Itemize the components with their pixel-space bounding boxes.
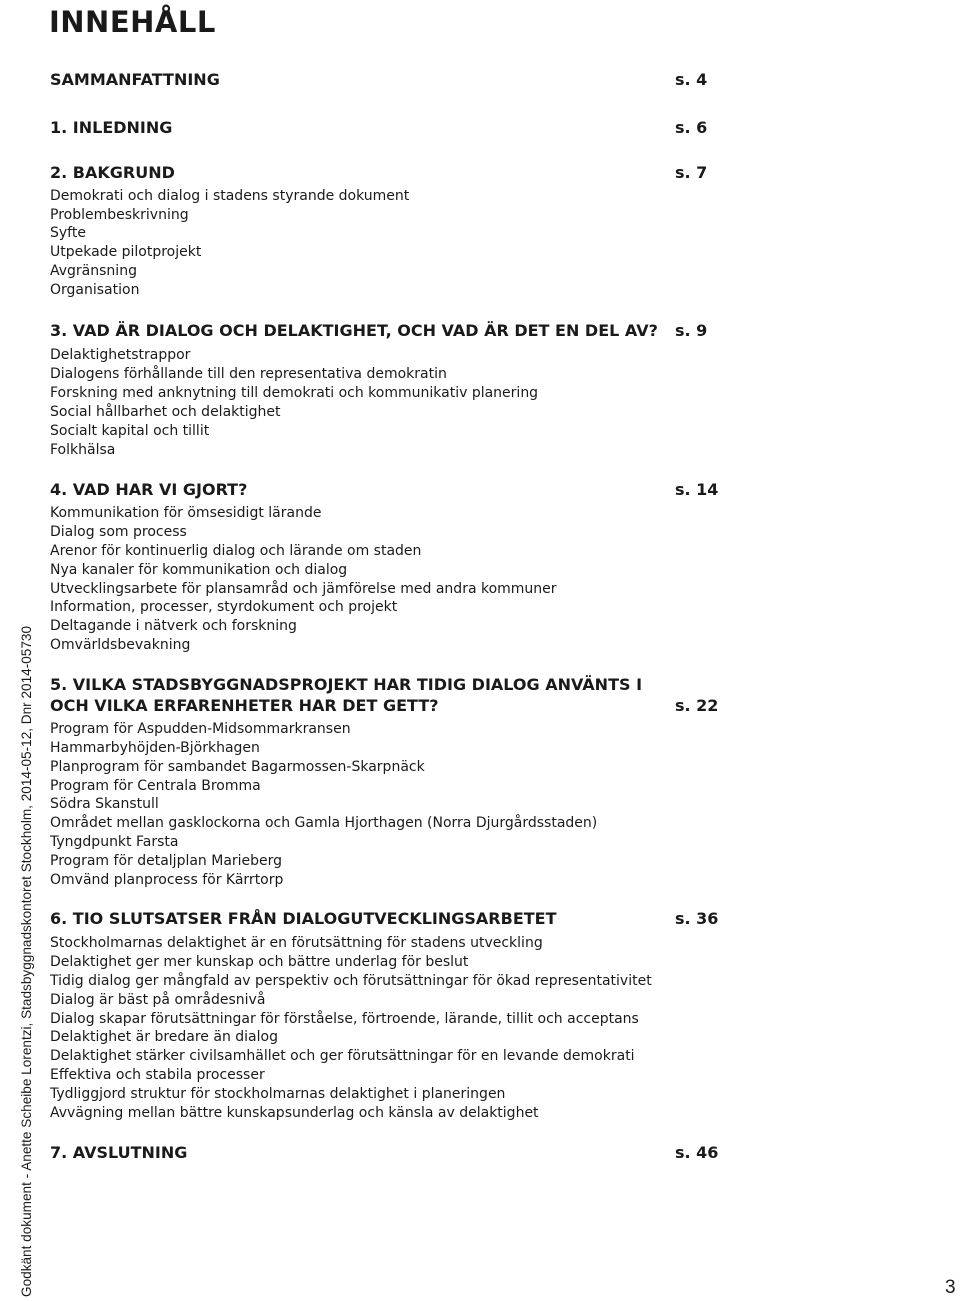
toc-item: Området mellan gasklockorna och Gamla Hjorthagen (Norra Djurgårdsstaden) (50, 815, 598, 831)
toc-heading-avslutning: 7. AVSLUTNING (50, 1143, 188, 1162)
toc-item: Utvecklingsarbete för plansamråd och jämförelse med andra kommuner (50, 581, 557, 597)
toc-item: Deltagande i nätverk och forskning (50, 618, 297, 634)
toc-page-vad-har-vi-gjort: s. 14 (675, 480, 719, 499)
toc-heading-vad-har-vi-gjort: 4. VAD HAR VI GJORT? (50, 480, 248, 499)
toc-item: Tydliggjord struktur för stockholmarnas delaktighet i planeringen (50, 1086, 506, 1102)
toc-item: Kommunikation för ömsesidigt lärande (50, 505, 322, 521)
toc-item: Organisation (50, 282, 140, 298)
toc-item: Avvägning mellan bättre kunskapsunderlag och känsla av delaktighet (50, 1105, 539, 1121)
toc-page-avslutning: s. 46 (675, 1143, 719, 1162)
toc-item: Södra Skanstull (50, 796, 159, 812)
toc-page-sammanfattning: s. 4 (675, 70, 708, 89)
toc-item: Socialt kapital och tillit (50, 423, 210, 439)
toc-item: Problembeskrivning (50, 207, 189, 223)
toc-page-bakgrund: s. 7 (675, 163, 708, 182)
toc-item: Dialog som process (50, 524, 187, 540)
toc-item: Program för Centrala Bromma (50, 778, 261, 794)
toc-item: Tyngdpunkt Farsta (50, 834, 179, 850)
toc-item: Omvänd planprocess för Kärrtorp (50, 872, 284, 888)
toc-page-slutsatser: s. 36 (675, 909, 719, 928)
toc-item: Delaktighet stärker civilsamhället och ger förutsättningar för en levande demokrati (50, 1048, 635, 1064)
toc-item: Syfte (50, 225, 86, 241)
toc-item: Utpekade pilotprojekt (50, 244, 202, 260)
toc-item: Social hållbarhet och delaktighet (50, 404, 281, 420)
toc-item: Avgränsning (50, 263, 137, 279)
toc-item: Delaktighet är bredare än dialog (50, 1029, 278, 1045)
toc-item: Arenor för kontinuerlig dialog och lärande om staden (50, 543, 422, 559)
page-title: INNEHÅLL (49, 5, 216, 39)
toc-page-inledning: s. 6 (675, 118, 708, 137)
toc-item: Program för Aspudden-Midsommarkransen (50, 721, 351, 737)
approval-stamp-text: Godkänt dokument - Anette Scheibe Lorentzi, Stadsbyggnadskontoret Stockholm, 2014-05-12, Dnr 2014-05730 (19, 625, 34, 1297)
toc-heading-dialog: 3. VAD ÄR DIALOG OCH DELAKTIGHET, OCH VAD ÄR DET EN DEL AV? (50, 321, 658, 340)
toc-page-dialog: s. 9 (675, 321, 708, 340)
toc-item: Hammarbyhöjden-Björkhagen (50, 740, 260, 756)
toc-heading-slutsatser: 6. TIO SLUTSATSER FRÅN DIALOGUTVECKLINGSARBETET (50, 909, 557, 928)
toc-item: Planprogram för sambandet Bagarmossen-Skarpnäck (50, 759, 425, 775)
toc-item: Nya kanaler för kommunikation och dialog (50, 562, 348, 578)
toc-item: Forskning med anknytning till demokrati och kommunikativ planering (50, 385, 539, 401)
toc-item: Folkhälsa (50, 442, 116, 458)
toc-item: Effektiva och stabila processer (50, 1067, 265, 1083)
toc-item: Stockholmarnas delaktighet är en förutsättning för stadens utveckling (50, 935, 543, 951)
toc-heading-stadsbyggnadsprojekt: 5. VILKA STADSBYGGNADSPROJEKT HAR TIDIG DIALOG ANVÄNTS I (50, 675, 643, 694)
page-number: 3 (945, 1277, 956, 1298)
toc-item: Dialogens förhållande till den representativa demokratin (50, 366, 447, 382)
toc-item: Information, processer, styrdokument och projekt (50, 599, 398, 615)
toc-page-stadsbyggnadsprojekt: s. 22 (675, 696, 719, 715)
toc-item: Demokrati och dialog i stadens styrande dokument (50, 188, 410, 204)
toc-item: Omvärldsbevakning (50, 637, 191, 653)
toc-item: Program för detaljplan Marieberg (50, 853, 283, 869)
toc-heading-bakgrund: 2. BAKGRUND (50, 163, 175, 182)
toc-item: Dialog skapar förutsättningar för förståelse, förtroende, lärande, tillit och acceptans (50, 1011, 639, 1027)
toc-item: Delaktighet ger mer kunskap och bättre underlag för beslut (50, 954, 469, 970)
toc-item: Tidig dialog ger mångfald av perspektiv och förutsättningar för ökad representativitet (50, 973, 652, 989)
toc-item: Delaktighetstrappor (50, 347, 191, 363)
toc-heading-inledning: 1. INLEDNING (50, 118, 173, 137)
toc-heading-stadsbyggnadsprojekt-line2: OCH VILKA ERFARENHETER HAR DET GETT? (50, 696, 439, 715)
toc-item: Dialog är bäst på områdesnivå (50, 992, 266, 1008)
toc-heading-sammanfattning: SAMMANFATTNING (50, 70, 220, 89)
